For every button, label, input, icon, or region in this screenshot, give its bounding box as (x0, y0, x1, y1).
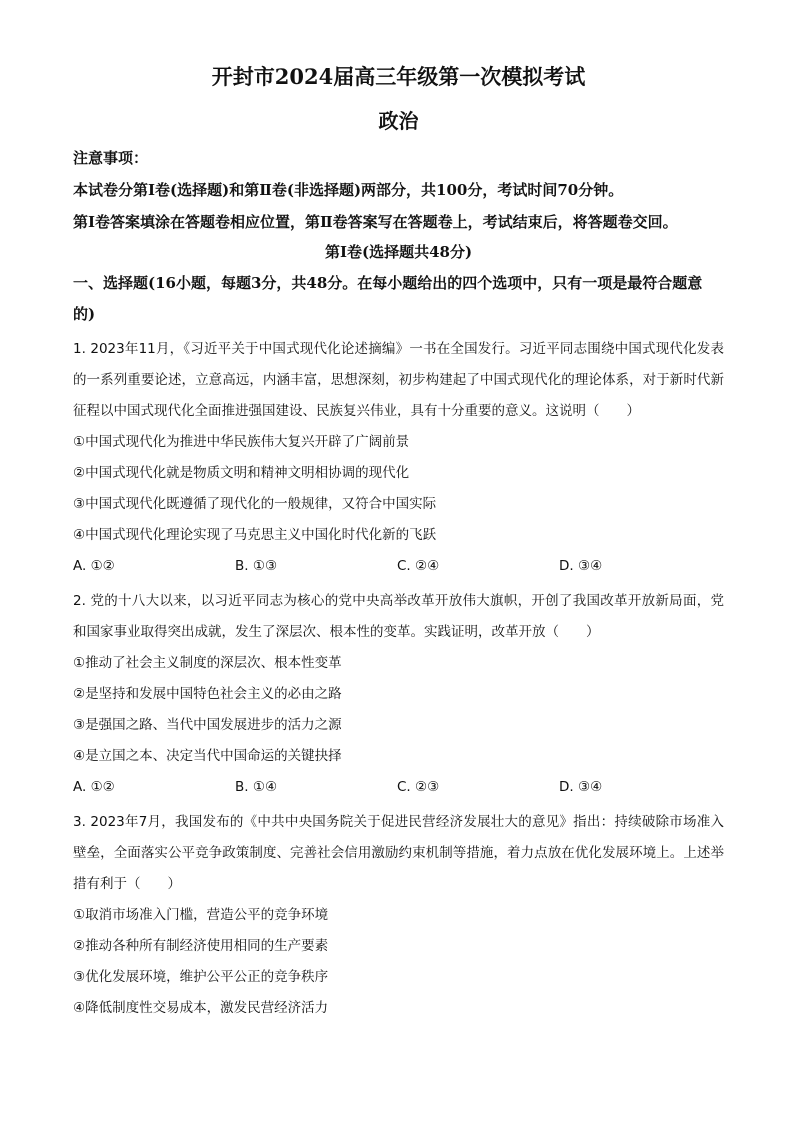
question-1-choice-b: B. ①③ (235, 558, 278, 574)
question-2-choice-a: A. ①② (73, 779, 115, 795)
question-1-choice-d: D. ③④ (559, 558, 603, 574)
question-2-statement-4: ④是立国之本、决定当代中国命运的关键抉择 (73, 748, 342, 764)
notice-heading: 注意事项： (73, 149, 149, 167)
section-1-title: 一、选择题(16小题，每题3分，共48分。在每小题给出的四个选项中，只有一项是最符合题意的) (73, 274, 703, 323)
part-1-title: 第Ⅰ卷(选择题共48分) (324, 243, 473, 261)
question-2 (73, 586, 724, 803)
question-1-statement-2: ②中国式现代化就是物质文明和精神文明相协调的现代化 (73, 465, 410, 481)
question-1-choices (73, 551, 724, 582)
question-1 (73, 334, 724, 582)
question-2-statement-1: ①推动了社会主义制度的深层次、根本性变革 (73, 655, 342, 671)
question-3-statement-2: ②推动各种所有制经济使用相同的生产要素 (73, 938, 329, 954)
exam-title: 开封市2024届高三年级第一次模拟考试 (211, 64, 586, 89)
question-3 (73, 807, 724, 1024)
question-1-choice-a: A. ①② (73, 558, 115, 574)
question-1-statement-1: ①中国式现代化为推进中华民族伟大复兴开辟了广阔前景 (73, 434, 410, 450)
question-2-choice-b: B. ①④ (235, 779, 278, 795)
question-3-stem: 3. 2023年7月，我国发布的《中共中央国务院关于促进民营经济发展壮大的意见》指出：持续破除市场准入壁垒，全面落实公平竞争政策制度、完善社会信用激励约束机制等措施，着力点放在优化发展环境上。上述举措有利于（ ） (73, 814, 724, 892)
question-3-statement-1: ①取消市场准入门槛，营造公平的竞争环境 (73, 907, 329, 923)
question-2-choices (73, 772, 724, 803)
question-2-statement-2: ②是坚持和发展中国特色社会主义的必由之路 (73, 686, 342, 702)
question-1-choice-c: C. ②④ (397, 558, 440, 574)
question-3-statement-3: ③优化发展环境，维护公平公正的竞争秩序 (73, 969, 329, 985)
question-1-stem: 1. 2023年11月，《习近平关于中国式现代化论述摘编》一书在全国发行。习近平同志围绕中国式现代化发表的一系列重要论述，立意高远，内涵丰富，思想深刻，初步构建起了中国式现代化的理论体系，对于新时代新征程以中国式现代化全面推进强国建设、民族复兴伟业，具有十分重要的意义。这说明（ ） (73, 341, 724, 419)
notice-line-1: 本试卷分第Ⅰ卷(选择题)和第Ⅱ卷(非选择题)两部分，共100分，考试时间70分钟。 (73, 181, 624, 199)
question-1-statement-4: ④中国式现代化理论实现了马克思主义中国化时代化新的飞跃 (73, 527, 437, 543)
exam-subject: 政治 (378, 109, 419, 133)
question-2-statement-3: ③是强国之路、当代中国发展进步的活力之源 (73, 717, 342, 733)
question-2-choice-d: D. ③④ (559, 779, 603, 795)
question-2-choice-c: C. ②③ (397, 779, 440, 795)
notice-line-2: 第Ⅰ卷答案填涂在答题卷相应位置，第Ⅱ卷答案写在答题卷上，考试结束后，将答题卷交回。 (73, 213, 678, 231)
question-3-statement-4: ④降低制度性交易成本，激发民营经济活力 (73, 1000, 329, 1016)
question-1-statement-3: ③中国式现代化既遵循了现代化的一般规律，又符合中国实际 (73, 496, 437, 512)
question-2-stem: 2. 党的十八大以来，以习近平同志为核心的党中央高举改革开放伟大旗帜，开创了我国改革开放新局面，党和国家事业取得突出成就，发生了深层次、根本性的变革。实践证明，改革开放（ ） (73, 593, 724, 640)
